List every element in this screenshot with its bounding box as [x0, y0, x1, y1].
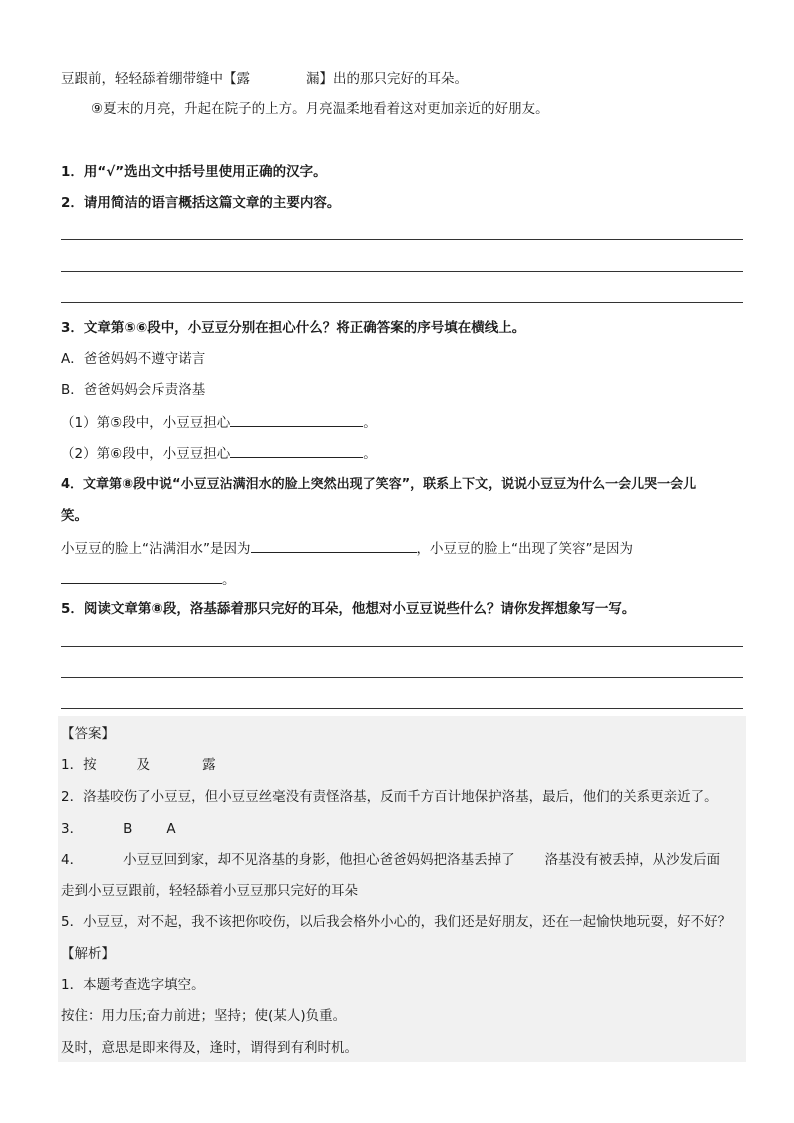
- answer-3-b: B: [123, 821, 133, 837]
- question-4-line-1: 4．文章第⑧段中说“小豆豆沾满泪水的脸上突然出现了笑容”，联系上下文，说说小豆豆为什么一会儿哭一会儿: [61, 477, 697, 492]
- question-3-sub-1: [61, 412, 377, 433]
- answer-1-label: 1．按: [61, 757, 97, 773]
- answer-3-label: 3．: [61, 821, 84, 837]
- question-4-line-2: 笑。: [61, 508, 88, 524]
- answer-1-c: 露: [202, 757, 216, 773]
- fill-blank-q3-1[interactable]: [230, 412, 363, 427]
- passage-paragraph-9: ⑨夏末的月亮，升起在院子的上方。月亮温柔地看着这对更加亲近的好朋友。: [91, 101, 549, 117]
- question-1: 1．用“√”选出文中括号里使用正确的汉字。: [61, 164, 327, 180]
- question-4-fill-line-2: [61, 569, 236, 590]
- answer-line-q2-1[interactable]: [61, 239, 743, 240]
- question-3-sub-1-label: （1）第⑤段中，小豆豆担心: [61, 415, 231, 431]
- answer-heading: 【答案】: [61, 726, 115, 742]
- fill-blank-q4-2[interactable]: [61, 569, 222, 584]
- answer-2: 2．洛基咬伤了小豆豆，但小豆豆丝毫没有责怪洛基，反而千方百计地保护洛基，最后，他们的关系更亲近了。: [61, 789, 718, 805]
- question-4-fill-label-a: 小豆豆的脸上“沾满泪水”是因为: [61, 541, 251, 557]
- period: 。: [363, 415, 377, 431]
- question-4-fill-line: [61, 538, 633, 559]
- answer-4-label: 4．: [61, 852, 84, 868]
- answer-line-q5-2[interactable]: [61, 677, 743, 678]
- question-3-option-a: A．爸爸妈妈不遵守诺言: [61, 351, 206, 367]
- answer-1-b: 及: [136, 757, 151, 773]
- answer-line-q5-1[interactable]: [61, 646, 743, 647]
- question-3-option-b: B．爸爸妈妈会斥责洛基: [61, 382, 206, 398]
- answer-4-line-1: [61, 850, 720, 870]
- answer-1: [61, 755, 216, 775]
- period: 。: [222, 572, 236, 588]
- answer-4-c: 洛基没有被丢掉，从沙发后面: [544, 852, 721, 868]
- question-3: 3．文章第⑤⑥段中，小豆豆分别在担心什么？将正确答案的序号填在横线上。: [61, 320, 526, 336]
- question-5: 5．阅读文章第⑧段，洛基舔着那只完好的耳朵，他想对小豆豆说些什么？请你发挥想象写一写。: [61, 601, 636, 617]
- fill-blank-q3-2[interactable]: [230, 443, 363, 458]
- answer-4-line-2: 走到小豆豆跟前，轻轻舔着小豆豆那只完好的耳朵: [61, 883, 358, 899]
- period: 。: [363, 446, 377, 462]
- passage-line-1-part-a: 豆跟前，轻轻舔着绷带缝中【露: [61, 71, 250, 87]
- fill-blank-q4-1[interactable]: [251, 538, 417, 553]
- answer-3: [61, 819, 176, 839]
- analysis-line-1: 1．本题考查选字填空。: [61, 977, 205, 993]
- answer-5: 5．小豆豆，对不起，我不该把你咬伤，以后我会格外小心的，我们还是好朋友，还在一起愉快地玩耍，好不好？: [61, 914, 732, 930]
- analysis-line-2: 按住：用力压;奋力前进；坚持；使(某人)负重。: [61, 1008, 347, 1024]
- answer-3-c: A: [166, 821, 176, 837]
- answer-line-q2-2[interactable]: [61, 271, 743, 272]
- passage-line-1-part-b: 漏】出的那只完好的耳朵。: [306, 71, 468, 87]
- question-2: 2．请用简洁的语言概括这篇文章的主要内容。: [61, 195, 341, 211]
- answer-line-q5-3[interactable]: [61, 708, 743, 709]
- passage-line-1: [61, 69, 468, 89]
- question-4-fill-label-b: ，小豆豆的脸上“出现了笑容”是因为: [416, 541, 633, 557]
- answer-4-b: 小豆豆回到家，却不见洛基的身影，他担心爸爸妈妈把洛基丢掉了: [123, 852, 515, 868]
- analysis-line-3: 及时，意思是即来得及，逢时，谓得到有利时机。: [61, 1040, 358, 1056]
- answer-line-q2-3[interactable]: [61, 302, 743, 303]
- question-3-sub-2: [61, 443, 377, 464]
- analysis-heading: 【解析】: [61, 946, 115, 962]
- question-3-sub-2-label: （2）第⑥段中，小豆豆担心: [61, 446, 231, 462]
